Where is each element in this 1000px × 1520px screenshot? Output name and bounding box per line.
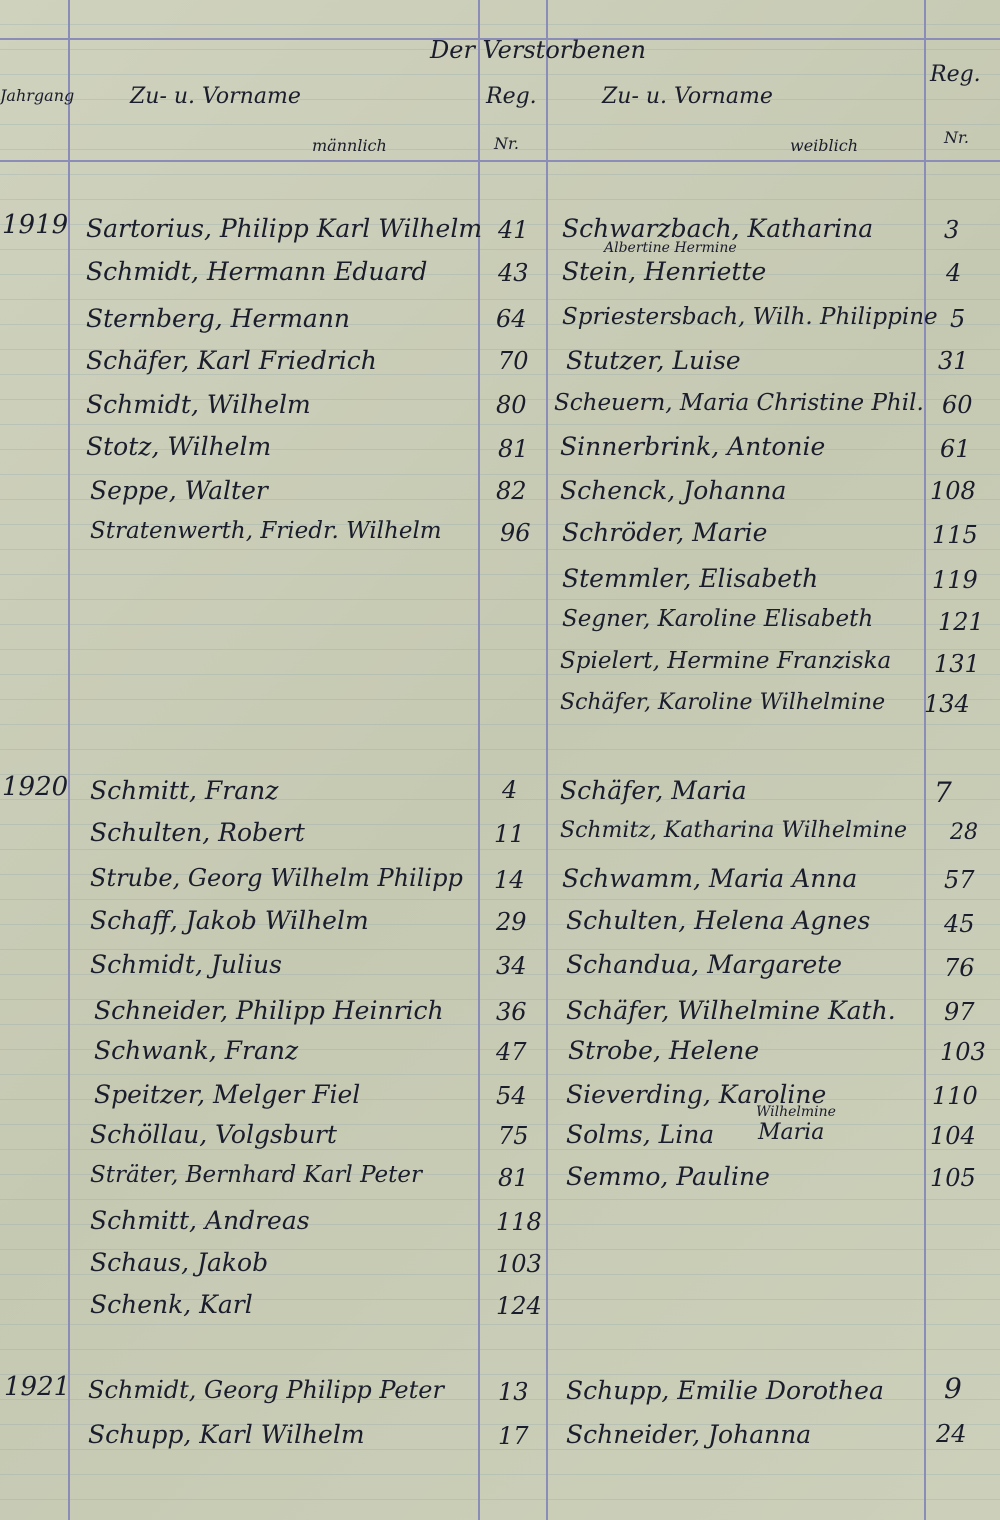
male-reg-number-header: Nr. [494,134,519,153]
male-reg-number: 124 [496,1292,542,1320]
male-reg-number: 41 [498,216,529,244]
male-reg-number: 96 [500,519,531,547]
male-name: Schwank, Franz [94,1036,299,1065]
year-column-header: Jahrgang [0,86,75,105]
male-reg-number: 34 [496,952,527,980]
female-reg-column-rule [924,0,926,1520]
male-reg-number: 17 [498,1422,529,1450]
female-name: Schulten, Helena Agnes [566,906,871,935]
female-name: Spriestersbach, Wilh. Philippine [562,304,938,330]
female-reg-number: 3 [944,216,960,244]
male-name: Schmitt, Franz [90,776,279,805]
male-reg-number: 75 [498,1122,529,1150]
female-name: Schenck, Johanna [560,476,787,505]
female-reg-number: 105 [930,1164,976,1192]
female-reg-number: 119 [932,566,978,594]
male-name: Sträter, Bernhard Karl Peter [90,1162,422,1188]
female-reg-number: 60 [942,391,973,419]
year-label: 1920 [2,772,69,802]
female-reg-number: 97 [944,998,975,1026]
female-reg-number: 28 [950,820,978,845]
header-rule [0,160,1000,162]
female-name: Schandua, Margarete [566,950,843,979]
female-name: Segner, Karoline Elisabeth [562,606,874,632]
female-reg-number: 4 [946,259,962,287]
female-name: Semmo, Pauline [566,1162,770,1191]
male-reg-number: 82 [496,477,527,505]
female-reg-number: 31 [938,347,969,375]
female-name: Sieverding, Karoline [566,1080,827,1109]
female-column-subheader: weiblich [790,136,859,155]
female-reg-number: 45 [944,910,975,938]
male-name: Sternberg, Hermann [86,304,351,333]
female-reg-number: 7 [934,776,952,809]
female-reg-number: 76 [944,954,975,982]
male-column-subheader: männlich [312,136,387,155]
female-reg-number: 57 [944,866,975,894]
female-reg-number: 5 [950,305,966,333]
male-name-column-header: Zu- u. Vorname [130,84,301,109]
female-reg-number: 24 [936,1420,967,1448]
female-reg-number: 104 [930,1122,976,1150]
male-reg-number: 43 [498,259,529,287]
female-name: Schwamm, Maria Anna [562,864,858,893]
male-name: Seppe, Walter [90,476,268,505]
male-reg-number: 81 [498,435,529,463]
female-reg-number: 9 [944,1372,962,1405]
page-title: Der Verstorbenen [430,36,646,64]
female-reg-number: 121 [938,608,984,636]
male-reg-number: 14 [494,866,525,894]
female-name: Schröder, Marie [562,518,768,547]
male-reg-number: 47 [496,1038,527,1066]
female-name: Stein, Henriette [562,257,767,286]
female-name: Solms, Lina [566,1120,715,1149]
male-reg-number: 70 [498,347,529,375]
male-name: Stotz, Wilhelm [86,432,272,461]
female-name: Schmitz, Katharina Wilhelmine [560,818,907,843]
year-label: 1919 [2,210,69,240]
female-name: Schäfer, Maria [560,776,747,805]
male-reg-number: 64 [496,305,527,333]
male-name: Schneider, Philipp Heinrich [94,996,444,1025]
female-name: Schupp, Emilie Dorothea [566,1376,884,1405]
female-reg-number: 115 [932,521,978,549]
male-reg-column-header: Reg. [486,84,537,109]
female-name: Stutzer, Luise [566,346,741,375]
year-label: 1921 [4,1372,71,1402]
female-reg-number-header: Nr. [944,128,969,147]
female-reg-number: 108 [930,477,976,505]
female-name-annotation: Wilhelmine [756,1104,836,1120]
female-name-extra: Maria [758,1120,825,1145]
female-reg-number: 103 [940,1038,986,1066]
male-name: Schulten, Robert [90,818,305,847]
male-reg-number: 103 [496,1250,542,1278]
female-name: Stemmler, Elisabeth [562,564,819,593]
male-reg-number: 36 [496,998,527,1026]
male-name: Schaff, Jakob Wilhelm [90,906,369,935]
male-reg-number: 29 [496,908,527,936]
male-name: Schenk, Karl [90,1290,253,1319]
male-name: Schmidt, Julius [90,950,282,979]
male-reg-number: 11 [494,820,525,848]
female-name-column-header: Zu- u. Vorname [602,84,773,109]
male-reg-number: 81 [498,1164,529,1192]
male-reg-number: 118 [496,1208,542,1236]
male-reg-number: 54 [496,1082,527,1110]
male-reg-number: 4 [502,776,518,804]
female-name-annotation: Albertine Hermine [604,240,737,256]
female-name: Strobe, Helene [568,1036,760,1065]
male-name: Strube, Georg Wilhelm Philipp [90,864,463,892]
female-reg-number: 134 [924,690,970,718]
male-reg-number: 13 [498,1378,529,1406]
male-name: Schmidt, Wilhelm [86,390,311,419]
male-name: Schaus, Jakob [90,1248,269,1277]
male-name: Schmitt, Andreas [90,1206,310,1235]
male-name: Schöllau, Volgsburt [90,1120,337,1149]
female-reg-number: 110 [932,1082,978,1110]
male-reg-number: 80 [496,391,527,419]
female-name: Scheuern, Maria Christine Phil. [554,390,924,416]
female-reg-column-header: Reg. [930,62,981,87]
male-name: Sartorius, Philipp Karl Wilhelm [86,214,483,243]
female-name: Schäfer, Karoline Wilhelmine [560,690,886,715]
male-name: Schupp, Karl Wilhelm [88,1420,365,1449]
male-name: Schmidt, Hermann Eduard [86,257,428,286]
male-name: Stratenwerth, Friedr. Wilhelm [90,518,442,544]
female-reg-number: 61 [940,435,971,463]
year-column-rule [68,0,70,1520]
male-name: Schmidt, Georg Philipp Peter [88,1376,444,1404]
female-name-column-rule [546,0,548,1520]
female-name: Spielert, Hermine Franziska [560,648,892,674]
male-name: Schäfer, Karl Friedrich [86,346,377,375]
female-reg-number: 131 [934,650,980,678]
female-name: Sinnerbrink, Antonie [560,432,826,461]
female-name: Schwarzbach, Katharina [562,214,874,243]
female-name: Schneider, Johanna [566,1420,812,1449]
male-name: Speitzer, Melger Fiel [94,1080,361,1109]
female-name: Schäfer, Wilhelmine Kath. [566,996,896,1025]
